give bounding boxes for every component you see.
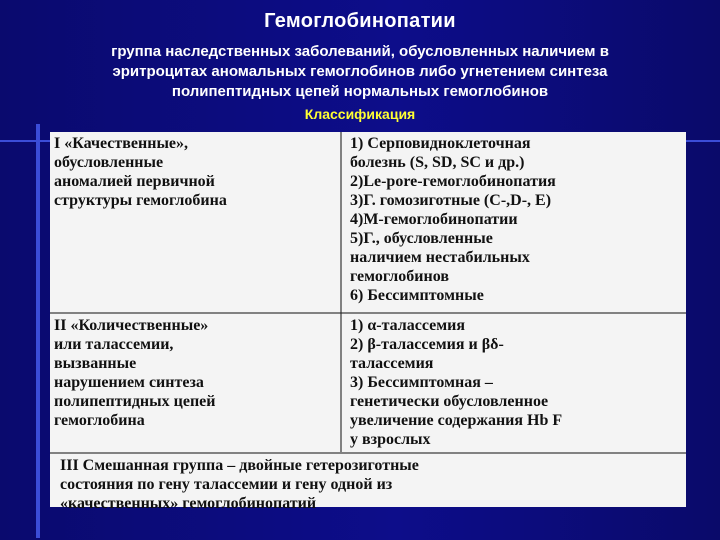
cell-line: аномалией первичной xyxy=(54,173,215,190)
cell-line: 5)Г., обусловленные xyxy=(350,230,493,247)
accent-bar xyxy=(36,124,40,538)
cell-line: обусловленные xyxy=(54,154,164,171)
table-cell-quantitative-types xyxy=(342,314,686,452)
cell-line: II «Количественные» xyxy=(54,317,209,334)
cell-line: 2)Le-pore-гемоглобинопатия xyxy=(350,173,556,190)
cell-line: состояния по гену талассемии и гену одной из xyxy=(60,476,393,493)
cell-line: или талассемии, xyxy=(54,336,174,353)
cell-line: у взрослых xyxy=(350,431,431,448)
cell-line: нарушением синтеза xyxy=(54,374,204,391)
cell-line: гемоглобинов xyxy=(350,268,449,285)
cell-line: наличием нестабильных xyxy=(350,249,530,266)
cell-line: I «Качественные», xyxy=(54,135,189,152)
classification-label: Классификация xyxy=(304,106,416,122)
cell-line: гемоглобина xyxy=(54,412,145,429)
cell-line: 3) Бессимптомная – xyxy=(350,374,493,391)
cell-line: 2) β-талассемия и βδ- xyxy=(350,336,504,353)
subtitle-line: группа наследственных заболеваний, обусловленных наличием в xyxy=(111,43,609,60)
slide-title: Гемоглобинопатии xyxy=(264,10,456,32)
classification-table xyxy=(50,132,686,512)
cell-line: III Смешанная группа – двойные гетерозиготные xyxy=(60,457,419,474)
table-cell-qualitative-types xyxy=(342,132,686,312)
table-cell-quantitative xyxy=(50,314,340,452)
cell-line: болезнь (S, SD, SC и др.) xyxy=(350,154,525,171)
table-cell-qualitative xyxy=(50,132,340,312)
subtitle-line: эритроцитах аномальных гемоглобинов либо угнетением синтеза xyxy=(112,63,608,80)
cell-line: 6) Бессимптомные xyxy=(350,287,484,304)
cell-line: вызванные xyxy=(54,355,137,372)
cell-line: увеличение содержания Hb F xyxy=(350,412,563,429)
cell-line: «качественных» гемоглобинопатий xyxy=(60,495,317,512)
cell-line: 4)М-гемоглобинопатии xyxy=(350,211,518,228)
subtitle xyxy=(40,42,680,102)
cell-line: генетически обусловленное xyxy=(350,393,549,410)
cell-line: структуры гемоглобина xyxy=(54,192,227,209)
cell-line: полипептидных цепей xyxy=(54,393,216,410)
cell-line: 1) α-талассемия xyxy=(350,317,466,334)
table-cell-mixed xyxy=(50,454,686,512)
cell-line: 1) Серповидноклеточная xyxy=(350,135,531,152)
subtitle-line: полипептидных цепей нормальных гемоглобинов xyxy=(171,83,549,100)
cell-line: 3)Г. гомозиготные (С-,D-, Е) xyxy=(350,192,552,209)
cell-line: талассемия xyxy=(350,355,434,372)
